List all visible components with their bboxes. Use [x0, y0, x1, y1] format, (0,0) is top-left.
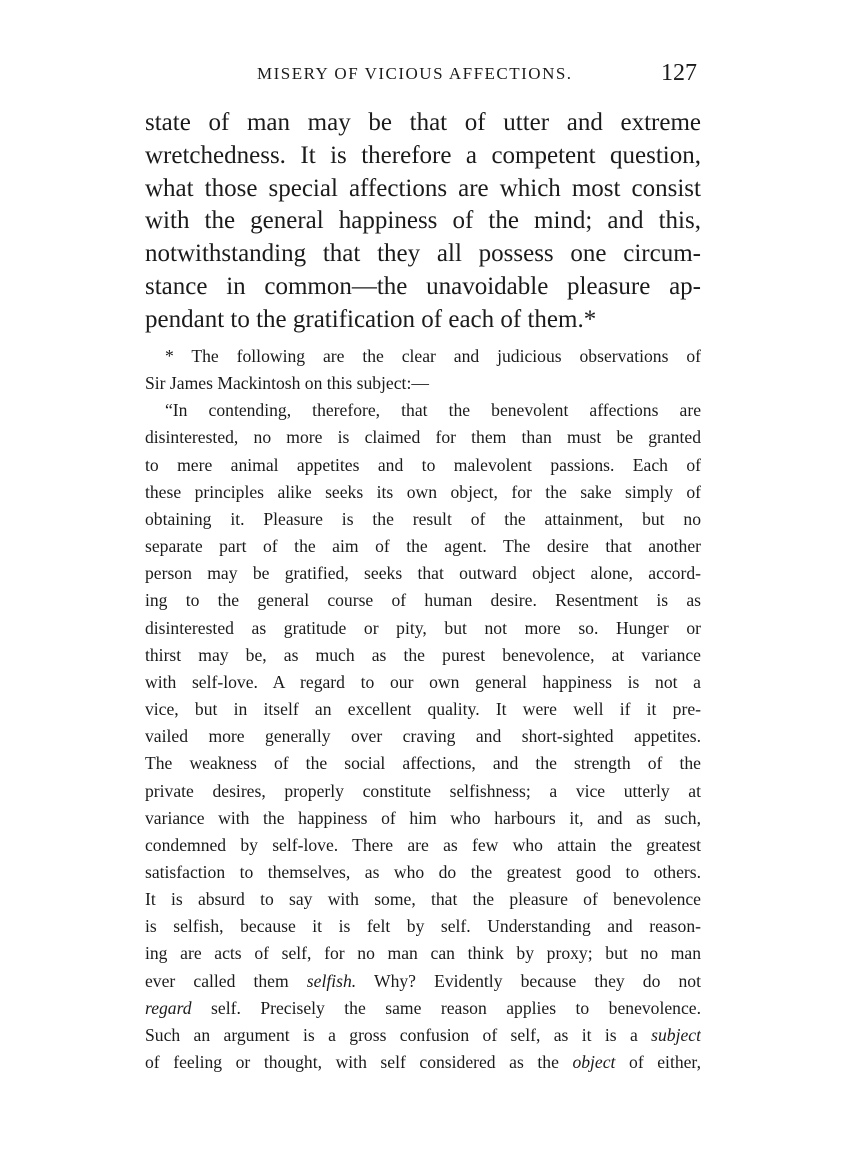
- text-run: ever called them: [145, 970, 307, 991]
- quote-line: ing are acts of self, for no man can think by proxy; but no man: [145, 943, 701, 964]
- quote-line: [145, 1049, 701, 1076]
- quote-line: to mere animal appetites and to malevolent passions. Each of: [145, 454, 701, 475]
- text-run: of feeling or thought, with self considered as the: [145, 1052, 573, 1073]
- quote-line: person may be gratified, seeks that outward object alone, accord-: [145, 563, 701, 584]
- text-line: stance in common—the unavoidable pleasure ap-: [145, 272, 701, 300]
- footnote-line: * The following are the clear and judicious observations of: [165, 346, 701, 366]
- quote-line: [145, 968, 701, 995]
- quote-line: “In contending, therefore, that the benevolent affections are: [165, 400, 701, 421]
- quote-line: is selfish, because it is felt by self. Understanding and reason-: [145, 916, 701, 937]
- italic-word: selfish.: [306, 970, 357, 991]
- quote-line: The weakness of the social affections, and the strength of the: [145, 753, 701, 774]
- text-line: with the general happiness of the mind; and this,: [145, 207, 701, 235]
- text-line: notwithstanding that they all possess one circum-: [145, 240, 701, 268]
- quote-line: [145, 1022, 701, 1049]
- quote-line: vailed more generally over craving and short-sighted appetites.: [145, 726, 701, 747]
- italic-word: subject: [651, 1024, 701, 1045]
- text-line: wretchedness. It is therefore a competent question,: [145, 141, 701, 169]
- text-line: state of man may be that of utter and extreme: [145, 109, 701, 136]
- running-head: [145, 60, 705, 94]
- text-line: what those special affections are which most consist: [145, 174, 701, 202]
- quote-line: ing to the general course of human desire. Resentment is as: [145, 590, 701, 611]
- quote-line: thirst may be, as much as the purest benevolence, at variance: [145, 644, 701, 665]
- text-run: Why? Evidently because they do not: [356, 970, 701, 991]
- footnote: [145, 343, 701, 1076]
- quote-line: with self-love. A regard to our own general happiness is not a: [145, 671, 701, 692]
- text-run: self. Precisely the same reason applies to benevolence.: [191, 997, 701, 1018]
- quote-line: satisfaction to themselves, as who do the greatest good to others.: [145, 861, 701, 882]
- quote-line: these principles alike seeks its own object, for the sake simply of: [145, 481, 701, 502]
- quote-line: separate part of the aim of the agent. The desire that another: [145, 536, 701, 557]
- quote-line: obtaining it. Pleasure is the result of the attainment, but no: [145, 508, 701, 529]
- main-paragraph: [145, 107, 701, 337]
- quote-line: disinterested as gratitude or pity, but not more so. Hunger or: [145, 617, 701, 638]
- italic-word: regard: [145, 997, 192, 1018]
- page-number: 127: [661, 60, 697, 86]
- text-line: pendant to the gratification of each of them.*: [145, 305, 597, 333]
- quote-line: It is absurd to say with some, that the pleasure of benevolence: [145, 889, 701, 910]
- text-run: Such an argument is a gross confusion of self, as it is a: [145, 1024, 652, 1045]
- quote-line: private desires, properly constitute selfishness; a vice utterly at: [145, 780, 701, 801]
- quote-line: variance with the happiness of him who harbours it, and as such,: [145, 807, 701, 828]
- running-title: MISERY OF VICIOUS AFFECTIONS.: [257, 64, 573, 83]
- italic-word: object: [572, 1052, 616, 1073]
- quote-line: vice, but in itself an excellent quality. It were well if it pre-: [145, 699, 701, 720]
- quote-line: [145, 995, 701, 1022]
- quote-line: disinterested, no more is claimed for them than must be granted: [145, 427, 701, 448]
- text-run: of either,: [615, 1052, 701, 1073]
- quote-line: condemned by self-love. There are as few who attain the greatest: [145, 834, 701, 855]
- footnote-line: Sir James Mackintosh on this subject:—: [145, 373, 429, 394]
